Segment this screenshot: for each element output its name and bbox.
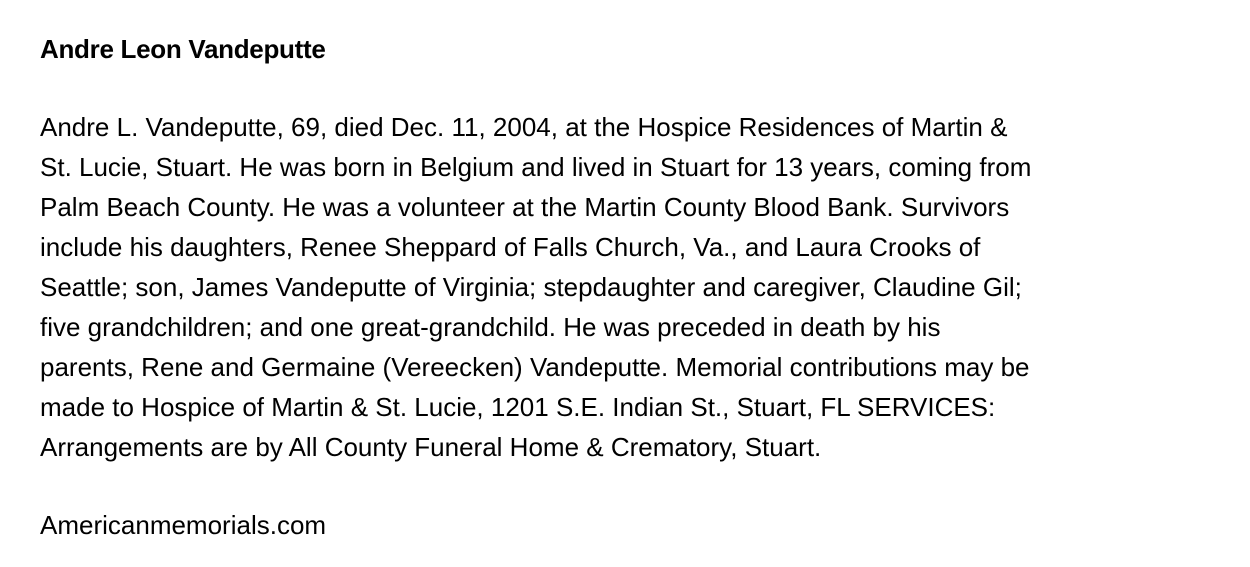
body-line-4: include his daughters, Renee Sheppard of Falls Church, Va., and Laura Crooks of — [40, 232, 981, 262]
obituary-title: Andre Leon Vandeputte — [40, 34, 326, 64]
body-line-7: parents, Rene and Germaine (Vereecken) Vandeputte. Memorial contributions may be — [40, 352, 1030, 382]
body-line-5: Seattle; son, James Vandeputte of Virginia; stepdaughter and caregiver, Claudine Gil; — [40, 272, 1022, 302]
body-line-2: St. Lucie, Stuart. He was born in Belgium and lived in Stuart for 13 years, coming from — [40, 152, 1032, 182]
body-line-8: made to Hospice of Martin & St. Lucie, 1201 S.E. Indian St., Stuart, FL SERVICES: — [40, 392, 996, 422]
obituary-body — [40, 107, 1031, 467]
body-line-6: five grandchildren; and one great-grandchild. He was preceded in death by his — [40, 312, 941, 342]
body-line-1: Andre L. Vandeputte, 69, died Dec. 11, 2004, at the Hospice Residences of Martin & — [40, 112, 1008, 142]
body-line-9: Arrangements are by All County Funeral Home & Crematory, Stuart. — [40, 432, 822, 462]
body-line-3: Palm Beach County. He was a volunteer at the Martin County Blood Bank. Survivors — [40, 192, 1010, 222]
source-credit: Americanmemorials.com — [40, 510, 327, 540]
